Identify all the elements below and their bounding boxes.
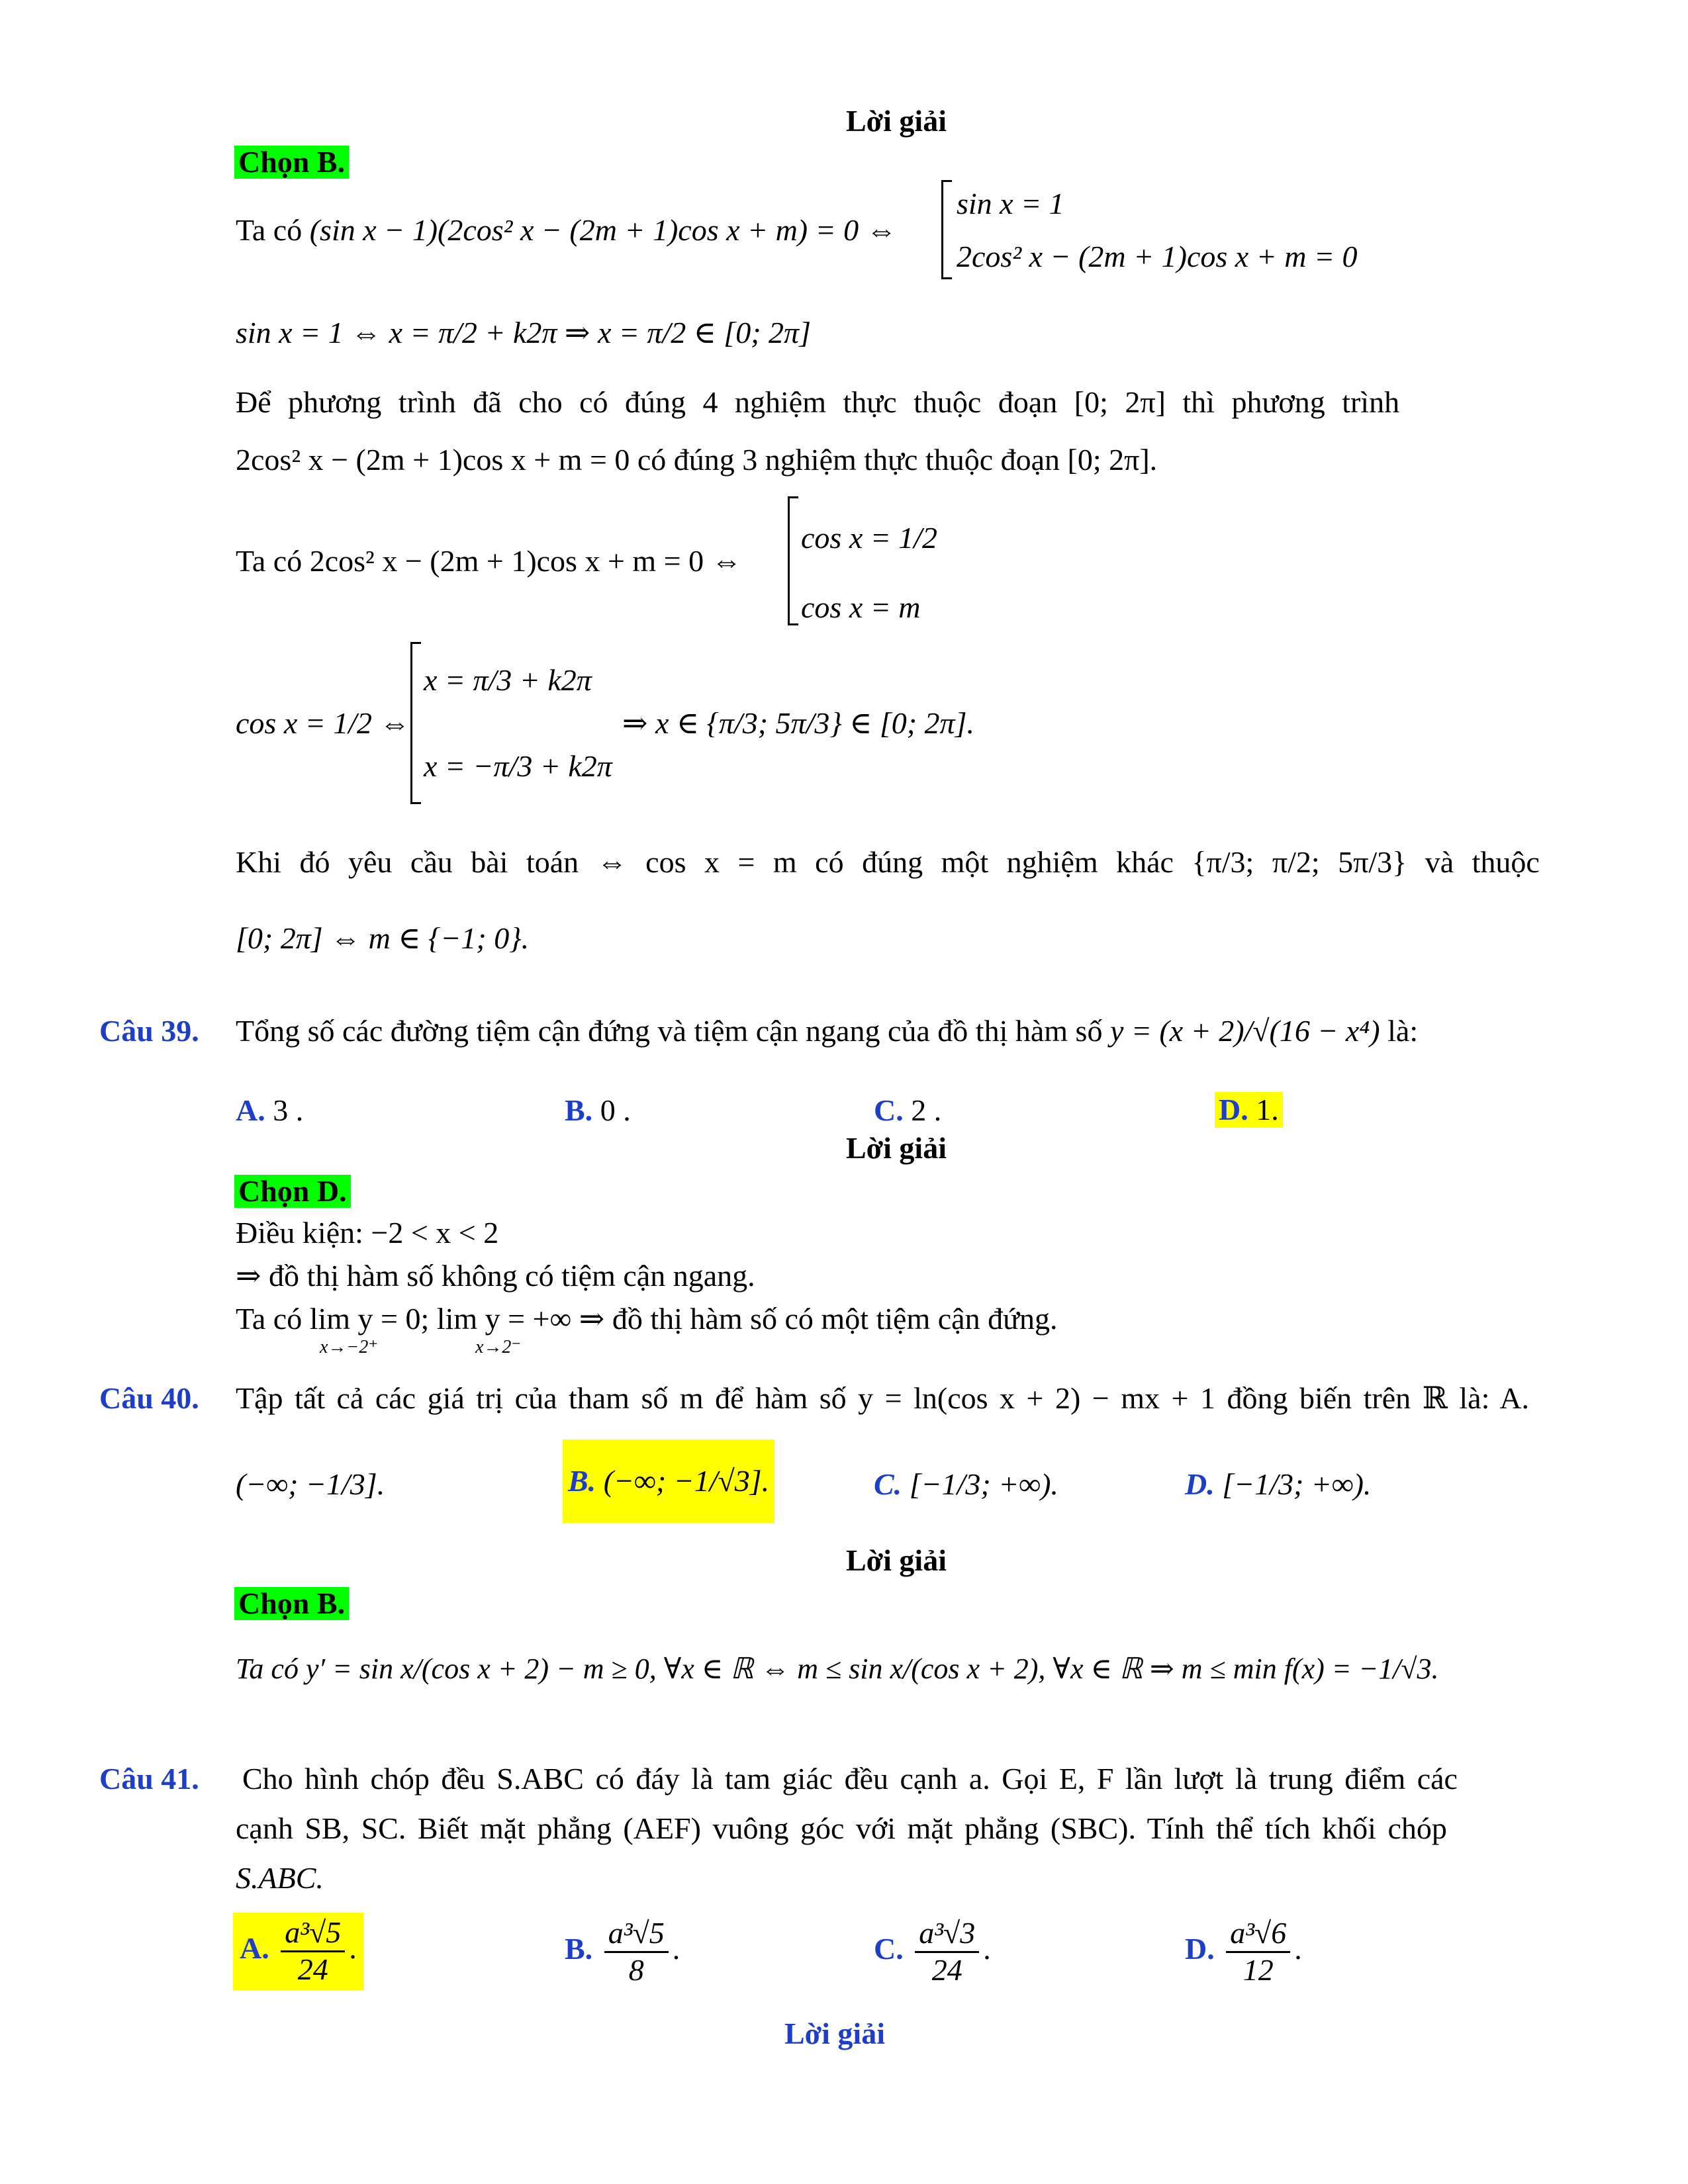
q40-option-b[interactable] (563, 1439, 774, 1523)
option-value: 1. (1256, 1093, 1279, 1126)
q39-option-d[interactable] (1215, 1092, 1283, 1128)
option-fraction (604, 1916, 669, 1988)
q41-line2: cạnh SB, SC. Biết mặt phẳng (AEF) vuông góc với mặt phẳng (SBC). Tính thể tích khối chóp (236, 1811, 1447, 1845)
option-value: [−1/3; +∞). (1222, 1467, 1372, 1501)
q40-text: Tập tất cả các giá trị của tham số m để hàm số y = ln(cos x + 2) − mx + 1 đồng biến trên ℝ là: A. (236, 1381, 1530, 1415)
q41-solution-heading: Lời giải (784, 2017, 885, 2050)
fraction-denominator: 8 (628, 1952, 644, 1987)
q39-function: y = (x + 2)/√(16 − x⁴) (1109, 1014, 1380, 1048)
sol38-line5: Ta có 2cos² x − (2m + 1)cos x + m = 0 ⇔ (236, 544, 742, 578)
sol38-line6-result: ⇒ x ∈ {π/3; 5π/3} ∈ [0; 2π]. (622, 706, 974, 740)
q40-option-c[interactable] (874, 1469, 1058, 1500)
sol38-bracket3 (410, 642, 412, 804)
fraction-numerator: a³√3 (915, 1916, 979, 1953)
fraction-numerator: a³√5 (604, 1916, 669, 1953)
option-fraction (281, 1915, 345, 1987)
q39-sol-line2: ⇒ đồ thị hàm số không có tiệm cận ngang. (236, 1259, 755, 1293)
option-value: 0 . (600, 1093, 631, 1127)
q39-solution-heading: Lời giải (846, 1131, 947, 1165)
answer-choice: Chọn B. (234, 146, 349, 179)
q40-label: Câu 40. (99, 1381, 199, 1415)
sol38-line8: [0; 2π] ⇔ m ∈ {−1; 0}. (236, 921, 530, 955)
fraction-numerator: a³√6 (1226, 1916, 1290, 1953)
option-value: (−∞; −1/√3]. (603, 1464, 770, 1498)
q39-option-b[interactable] (565, 1095, 631, 1126)
sol38-line5-case1: cos x = 1/2 (801, 521, 938, 555)
q39-label: Câu 39. (99, 1014, 199, 1048)
option-letter: D. (1185, 1467, 1215, 1501)
sol38-case2: 2cos² x − (2m + 1)cos x + m = 0 (957, 240, 1358, 273)
q41-option-c[interactable]: C. $\frac{\text{a³√3}}{24}$ . (874, 1916, 991, 1987)
q40-option-a[interactable] (236, 1469, 385, 1500)
option-value: 3 . (273, 1093, 304, 1127)
sol38-line6-case1: x = π/3 + k2π (424, 663, 592, 697)
solution-heading: Lời giải (846, 104, 947, 138)
sol38-bracket1 (941, 180, 943, 279)
q41-line1: Cho hình chóp đều S.ABC có đáy là tam giác đều cạnh a. Gọi E, F lần lượt là trung điểm các (242, 1762, 1458, 1796)
q39-lim1-sub: x→−2⁺ (320, 1337, 379, 1357)
option-letter: C. (874, 1931, 904, 1966)
fraction-numerator: a³√5 (281, 1915, 345, 1952)
option-letter: D. (1219, 1093, 1248, 1126)
q39-sol-line1: Điều kiện: −2 < x < 2 (236, 1216, 499, 1250)
q39-option-c[interactable] (874, 1095, 941, 1126)
q40-solution-heading: Lời giải (846, 1543, 947, 1577)
sol38-line1-prefix: Ta có (236, 213, 303, 247)
option-letter: C. (874, 1467, 902, 1501)
sol38-line1-eq: (sin x − 1)(2cos² x − (2m + 1)cos x + m) = 0 ⇔ (309, 213, 897, 247)
q39-sol-line3: Ta có lim y = 0; lim y = +∞ ⇒ đồ thị hàm số có một tiệm cận đứng. (236, 1302, 1058, 1336)
option-letter: A. (236, 1093, 265, 1127)
q40-option-d[interactable] (1185, 1469, 1371, 1500)
fraction-denominator: 24 (931, 1952, 962, 1987)
sol38-bracket2 (788, 496, 790, 625)
option-letter: B. (565, 1093, 593, 1127)
q41-option-d[interactable]: D. $\frac{\text{a³√6}}{12}$ . (1185, 1916, 1302, 1987)
option-letter: A. (240, 1931, 269, 1965)
q41-line3: S.ABC. (236, 1861, 324, 1895)
fraction-denominator: 24 (297, 1952, 328, 1986)
sol38-case1: sin x = 1 (957, 187, 1064, 220)
q40-answer-choice: Chọn B. (234, 1587, 349, 1620)
option-letter: B. (568, 1464, 596, 1498)
option-letter: B. (565, 1931, 593, 1966)
sol38-line2: sin x = 1 ⇔ x = π/2 + k2π ⇒ x = π/2 ∈ [0; 2π] (236, 316, 811, 349)
sol38-line7: Khi đó yêu cầu bài toán ⇔ cos x = m có đúng một nghiệm khác {π/3; π/2; 5π/3} và thuộc (236, 845, 1540, 879)
option-letter: D. (1185, 1931, 1215, 1966)
sol38-line6-case2: x = −π/3 + k2π (424, 749, 612, 783)
option-value: [−1/3; +∞). (909, 1467, 1058, 1501)
option-value: 2 . (911, 1093, 942, 1127)
fraction-denominator: 12 (1243, 1952, 1274, 1987)
q41-option-b[interactable]: B. $\frac{\text{a³√5}}{8}$ . (565, 1916, 680, 1987)
option-fraction (915, 1916, 979, 1988)
sol38-line1 (236, 215, 897, 246)
option-value: (−∞; −1/3]. (236, 1467, 385, 1501)
sol38-line4: 2cos² x − (2m + 1)cos x + m = 0 có đúng 3 nghiệm thực thuộc đoạn [0; 2π]. (236, 443, 1158, 477)
q39-stem: Tổng số các đường tiệm cận đứng và tiệm cận ngang của đồ thị hàm số (236, 1014, 1103, 1048)
q41-label: Câu 41. (99, 1762, 199, 1796)
q39-lim2-sub: x→2⁻ (475, 1337, 522, 1357)
sol38-line5-case2: cos x = m (801, 590, 921, 624)
q40-sol: Ta có y′ = sin x/(cos x + 2) − m ≥ 0, ∀x ∈ ℝ ⇔ m ≤ sin x/(cos x + 2), ∀x ∈ ℝ ⇒ m ≤ min f(x) = −1/√3. (236, 1653, 1439, 1685)
q39-text (236, 1016, 1418, 1046)
q39-tail: là: (1387, 1014, 1419, 1048)
sol38-line6: cos x = 1/2 ⇔ (236, 706, 410, 740)
option-fraction (1226, 1916, 1290, 1988)
sol38-line3: Để phương trình đã cho có đúng 4 nghiệm thực thuộc đoạn [0; 2π] thì phương trình (236, 385, 1400, 419)
q41-option-a[interactable]: A. $\frac{\text{a³√5}}{24}$ . (233, 1913, 363, 1990)
q39-option-a[interactable] (236, 1095, 303, 1126)
option-letter: C. (874, 1093, 904, 1127)
q39-answer-choice: Chọn D. (234, 1175, 351, 1208)
